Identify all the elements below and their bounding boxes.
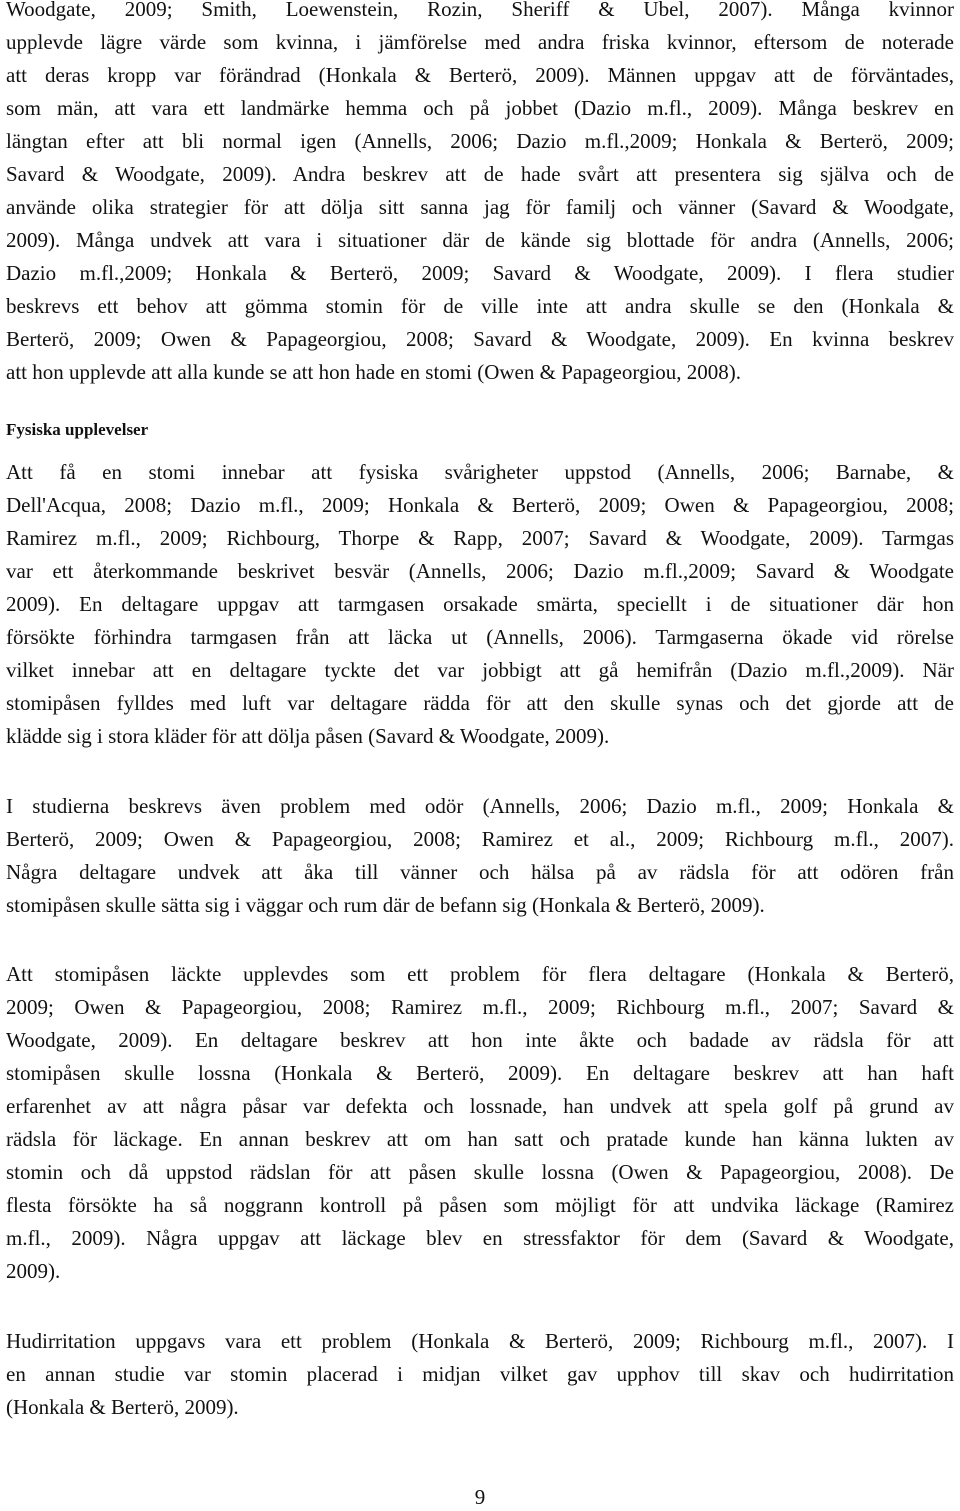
text-line: stomipåsen fylldes med luft var deltagare rädda för att den skulle synas och det gjorde att de: [6, 691, 954, 715]
text-line: flesta försökte ha så noggrann kontroll på påsen som möjligt för att undvika läckage (Ramirez: [6, 1193, 954, 1217]
text-line: Berterö, 2009; Owen & Papageorgiou, 2008; Savard & Woodgate, 2009). En kvinna beskrev: [6, 327, 954, 351]
text-line: stomipåsen skulle lossna (Honkala & Berterö, 2009). En deltagare beskrev att han haft: [6, 1061, 954, 1085]
text-line: (Honkala & Berterö, 2009).: [6, 1395, 239, 1419]
text-line: Berterö, 2009; Owen & Papageorgiou, 2008; Ramirez et al., 2009; Richbourg m.fl., 2007).: [6, 827, 954, 851]
text-line: använde olika strategier för att dölja sitt sanna jag för familj och vänner (Savard & Woodgate,: [6, 195, 954, 219]
text-line: Dazio m.fl.,2009; Honkala & Berterö, 2009; Savard & Woodgate, 2009). I flera studier: [6, 261, 954, 285]
text-line: att hon upplevde att alla kunde se att hon hade en stomi (Owen & Papageorgiou, 2008).: [6, 360, 742, 384]
text-line: som män, att vara ett landmärke hemma och på jobbet (Dazio m.fl., 2009). Många beskrev en: [6, 96, 954, 120]
text-line: Några deltagare undvek att åka till vänner och hälsa på av rädsla för att odören från: [6, 860, 954, 884]
text-line: Woodgate, 2009; Smith, Loewenstein, Rozin, Sheriff & Ubel, 2007). Många kvinnor: [6, 0, 954, 21]
text-line: Hudirritation uppgavs vara ett problem (Honkala & Berterö, 2009; Richbourg m.fl., 2007). I: [6, 1329, 954, 1353]
text-line: Att stomipåsen läckte upplevdes som ett problem för flera deltagare (Honkala & Berterö,: [6, 962, 954, 986]
text-line: vilket innebar att en deltagare tyckte det var jobbigt att gå hemifrån (Dazio m.fl.,2009). När: [6, 658, 954, 682]
text-line: Woodgate, 2009). En deltagare beskrev att hon inte åkte och badade av rädsla för att: [6, 1028, 954, 1052]
text-line: I studierna beskrevs även problem med odör (Annells, 2006; Dazio m.fl., 2009; Honkala &: [6, 794, 954, 818]
text-line: en annan studie var stomin placerad i midjan vilket gav upphov till skav och hudirritation: [6, 1362, 954, 1386]
text-line: Savard & Woodgate, 2009). Andra beskrev att de hade svårt att presentera sig själva och de: [6, 162, 954, 186]
text-line: var ett återkommande beskrivet besvär (Annells, 2006; Dazio m.fl.,2009; Savard & Woodgate: [6, 559, 954, 583]
text-line: 2009).: [6, 1259, 61, 1283]
text-line: Ramirez m.fl., 2009; Richbourg, Thorpe & Rapp, 2007; Savard & Woodgate, 2009). Tarmgas: [6, 526, 954, 550]
page-number: 9: [474, 1485, 486, 1509]
text-line: m.fl., 2009). Några uppgav att läckage blev en stressfaktor för dem (Savard & Woodgate,: [6, 1226, 954, 1250]
text-line: klädde sig i stora kläder för att dölja påsen (Savard & Woodgate, 2009).: [6, 724, 610, 748]
text-line: rädsla för läckage. En annan beskrev att om han satt och pratade kunde han känna lukten av: [6, 1127, 954, 1151]
text-line: stomin och då uppstod rädslan för att påsen skulle lossna (Owen & Papageorgiou, 2008). De: [6, 1160, 954, 1184]
text-line: försökte förhindra tarmgasen från att läcka ut (Annells, 2006). Tarmgaserna ökade vid rörelse: [6, 625, 954, 649]
text-line: att deras kropp var förändrad (Honkala & Berterö, 2009). Männen uppgav att de förväntades,: [6, 63, 954, 87]
text-line: 2009). Många undvek att vara i situationer där de kände sig blottade för andra (Annells, 2006;: [6, 228, 954, 252]
section-heading: Fysiska upplevelser: [6, 420, 149, 439]
text-line: stomipåsen skulle sätta sig i väggar och rum där de befann sig (Honkala & Berterö, 2009).: [6, 893, 765, 917]
text-line: Dell'Acqua, 2008; Dazio m.fl., 2009; Honkala & Berterö, 2009; Owen & Papageorgiou, 2008;: [6, 493, 954, 517]
text-line: 2009). En deltagare uppgav att tarmgasen orsakade smärta, speciellt i de situationer där hon: [6, 592, 954, 616]
text-line: Att få en stomi innebar att fysiska svårigheter uppstod (Annells, 2006; Barnabe, &: [6, 460, 954, 484]
text-line: erfarenhet av att några påsar var defekta och lossnade, han undvek att spela golf på grund av: [6, 1094, 954, 1118]
text-line: längtan efter att bli normal igen (Annells, 2006; Dazio m.fl.,2009; Honkala & Berterö, 2009;: [6, 129, 954, 153]
text-line: upplevde lägre värde som kvinna, i jämförelse med andra friska kvinnor, eftersom de noterade: [6, 30, 954, 54]
text-line: beskrevs ett behov att gömma stomin för de ville inte att andra skulle se den (Honkala &: [6, 294, 954, 318]
text-line: 2009; Owen & Papageorgiou, 2008; Ramirez m.fl., 2009; Richbourg m.fl., 2007; Savard &: [6, 995, 954, 1019]
